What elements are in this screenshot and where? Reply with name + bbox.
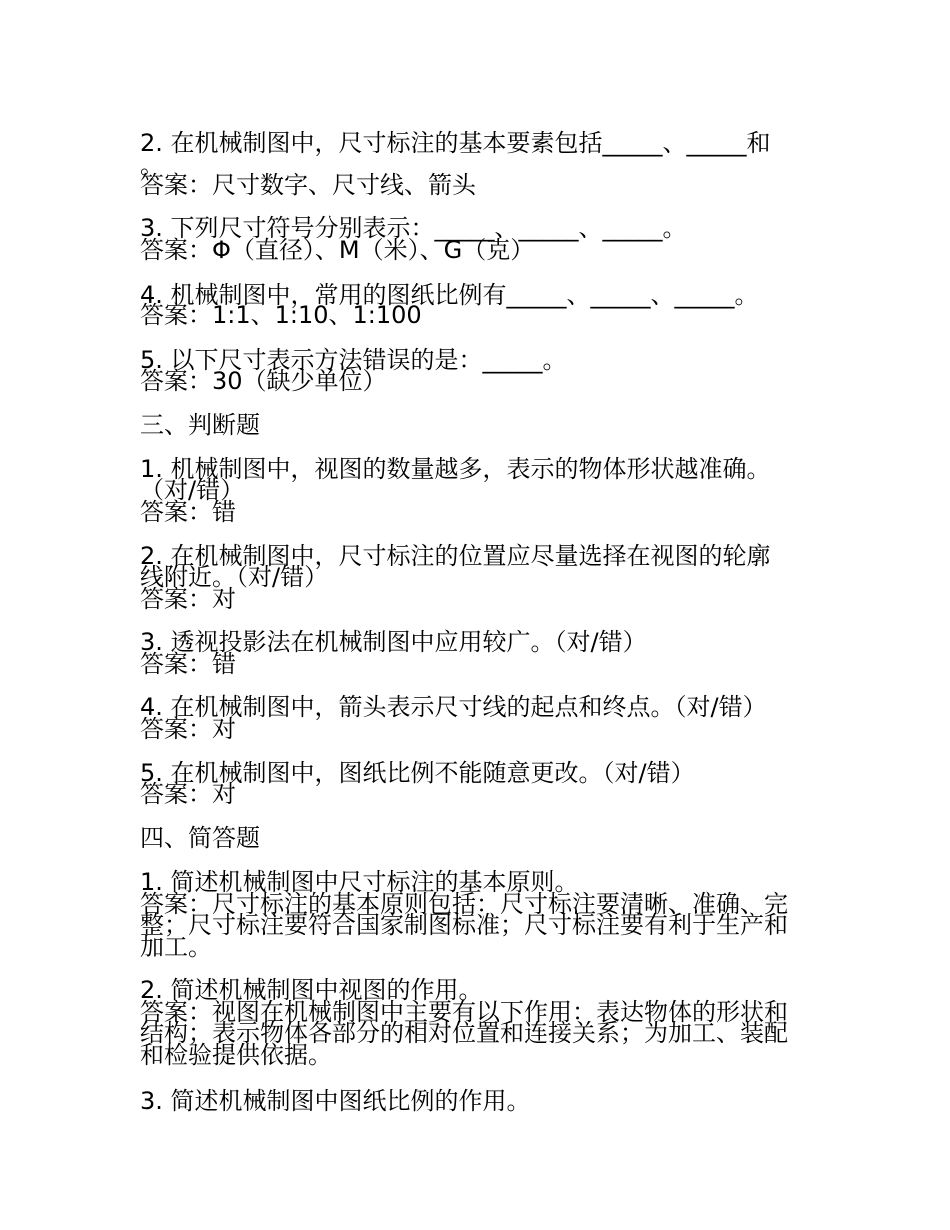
sa-q1-answer-line2: 整；尺寸标注要符合国家制图标准；尺寸标注要有利于生产和 bbox=[140, 911, 788, 939]
fill-q5-answer: 答案：30（缺少单位） bbox=[140, 367, 387, 395]
sa-q2-question: 2. 简述机械制图中视图的作用。 bbox=[140, 976, 483, 1004]
fill-q2-question-tail: 。 bbox=[140, 151, 164, 179]
sa-q2-answer-line2: 结构；表示物体各部分的相对位置和连接关系；为加工、装配 bbox=[140, 1019, 788, 1047]
section-heading-short-answer: 四、简答题 bbox=[140, 824, 260, 852]
tf-q4-line1: 4. 在机械制图中，箭头表示尺寸线的起点和终点。（对/错） bbox=[140, 693, 767, 721]
tf-q5-answer: 答案：对 bbox=[140, 780, 236, 808]
tf-q1-answer: 答案：错 bbox=[140, 498, 236, 526]
tf-q2-line1: 2. 在机械制图中，尺寸标注的位置应尽量选择在视图的轮廓 bbox=[140, 542, 771, 570]
tf-q3-line1: 3. 透视投影法在机械制图中应用较广。（对/错） bbox=[140, 628, 647, 656]
tf-q1-line2: （对/错） bbox=[140, 476, 245, 504]
tf-q2-answer: 答案：对 bbox=[140, 585, 236, 613]
tf-q1-line1: 1. 机械制图中，视图的数量越多，表示的物体形状越准确。 bbox=[140, 455, 771, 483]
sa-q2-answer-line3: 和检验提供依据。 bbox=[140, 1041, 332, 1069]
sa-q3-question: 3. 简述机械制图中图纸比例的作用。 bbox=[140, 1087, 531, 1115]
fill-q2-question: 2. 在机械制图中，尺寸标注的基本要素包括_____、_____和 bbox=[140, 129, 771, 157]
fill-q3-answer: 答案：Φ（直径）、M（米）、G（克） bbox=[140, 236, 535, 264]
fill-q5-question: 5. 以下尺寸表示方法错误的是：_____。 bbox=[140, 346, 567, 374]
tf-q3-answer: 答案：错 bbox=[140, 650, 236, 678]
sa-q1-question: 1. 简述机械制图中尺寸标注的基本原则。 bbox=[140, 868, 579, 896]
sa-q1-answer-line3: 加工。 bbox=[140, 933, 212, 961]
fill-q4-question: 4. 机械制图中，常用的图纸比例有_____、_____、_____。 bbox=[140, 281, 759, 309]
sa-q1-answer-line1: 答案：尺寸标注的基本原则包括：尺寸标注要清晰、准确、完 bbox=[140, 890, 788, 918]
tf-q2-line2: 线附近。（对/错） bbox=[140, 563, 329, 591]
fill-q4-answer: 答案：1:1、1:10、1:100 bbox=[140, 301, 422, 329]
fill-q3-question: 3. 下列尺寸符号分别表示：_____、_____、_____。 bbox=[140, 214, 687, 242]
fill-q2-answer: 答案：尺寸数字、尺寸线、箭头 bbox=[140, 171, 476, 199]
section-heading-true-false: 三、判断题 bbox=[140, 411, 260, 439]
tf-q5-line1: 5. 在机械制图中，图纸比例不能随意更改。（对/错） bbox=[140, 759, 695, 787]
tf-q4-answer: 答案：对 bbox=[140, 715, 236, 743]
sa-q2-answer-line1: 答案：视图在机械制图中主要有以下作用：表达物体的形状和 bbox=[140, 998, 788, 1026]
